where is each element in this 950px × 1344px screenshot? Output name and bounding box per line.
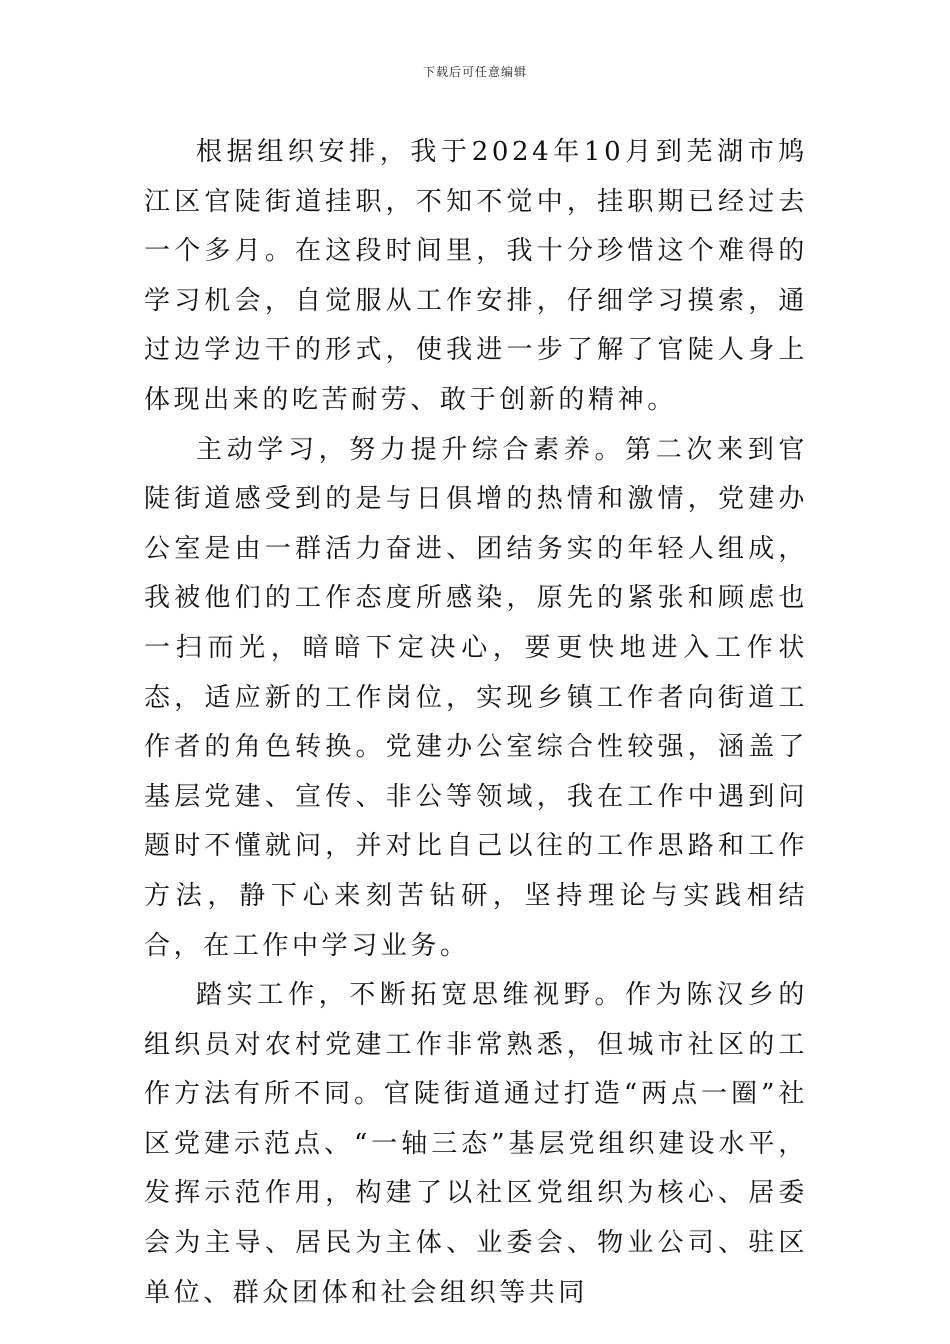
paragraph-3: 踏实工作，不断拓宽思维视野。作为陈汉乡的组织员对农村党建工作非常熟悉，但城市社区的工作方法有所不同。官陡街道通过打造“两点一圈”社区党建示范点、“一轴三态”基层党组织建设水平，发挥示范作用，构建了以社区党组织为核心、居委会为主导、居民为主体、业委会、物业公司、驻区单位、群众团体和社会组织等共同: [144, 980, 808, 1308]
page-header: 下载后可任意编辑: [422, 65, 527, 79]
paragraph-2: 主动学习，努力提升综合素养。第二次来到官陡街道感受到的是与日俱增的热情和激情，党建办公室是由一群活力奋进、团结务实的年轻人组成，我被他们的工作态度所感染，原先的紧张和顾虑也一扫而光，暗暗下定决心，要更快地进入工作状态，适应新的工作岗位，实现乡镇工作者向街道工作者的角色转换。党建办公室综合性较强，涵盖了基层党建、宣传、非公等领域，我在工作中遇到问题时不懂就问，并对比自己以往的工作思路和工作方法，静下心来刻苦钻研，坚持理论与实践相结合，在工作中学习业务。: [144, 434, 808, 961]
paragraph-1: 根据组织安排，我于2024年10月到芜湖市鸠江区官陡街道挂职，不知不觉中，挂职期已经过去一个多月。在这段时间里，我十分珍惜这个难得的学习机会，自觉服从工作安排，仔细学习摸索，通过边学边干的形式，使我进一步了解了官陡人身上体现出来的吃苦耐劳、敢于创新的精神。: [144, 137, 808, 415]
document-body: [144, 128, 808, 1318]
